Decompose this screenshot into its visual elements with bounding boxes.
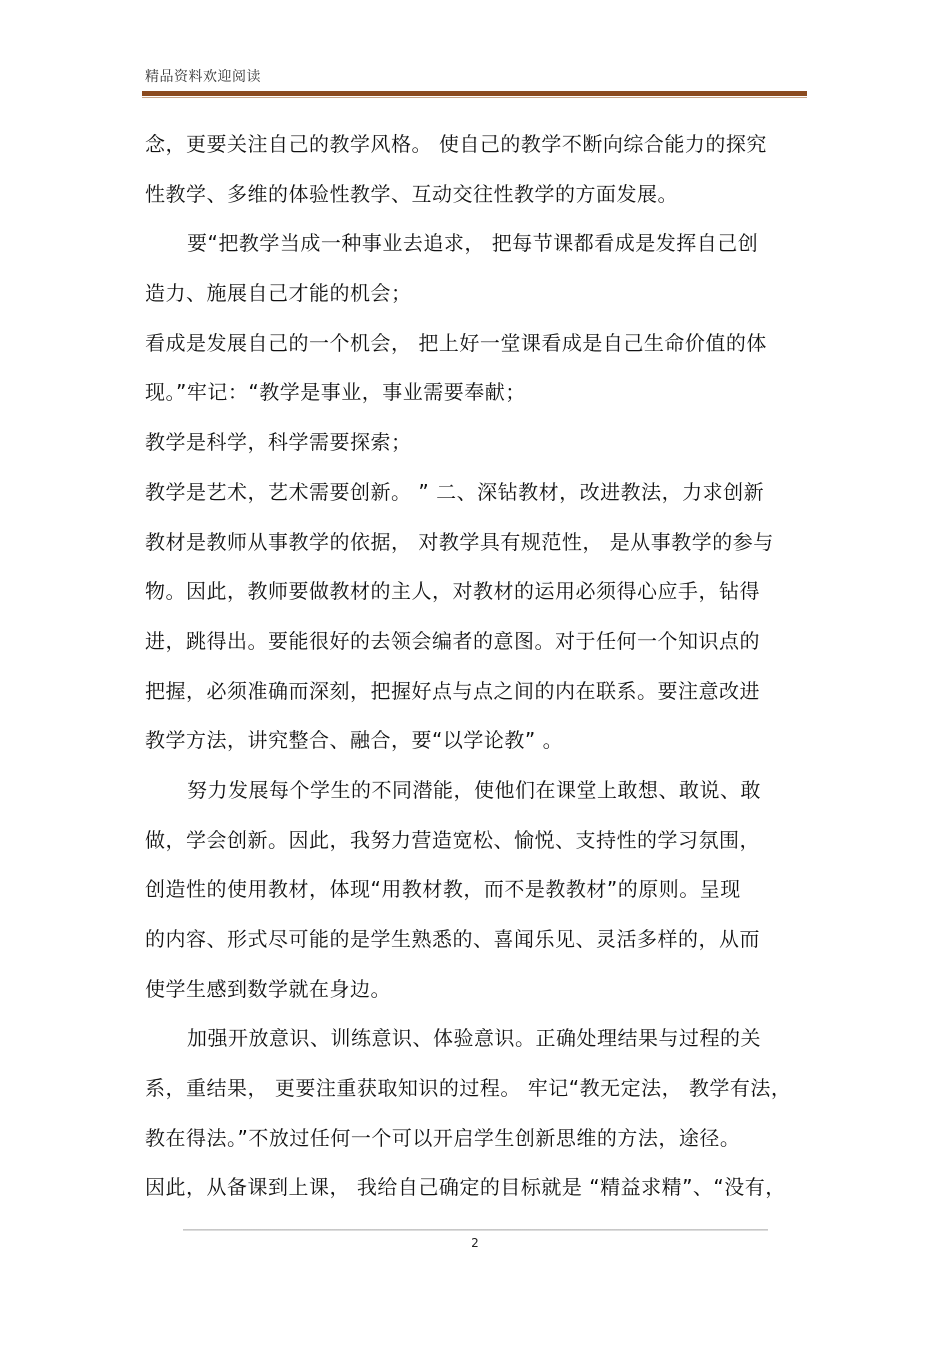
body-line: 念，更要关注自己的教学风格。 使自己的教学不断向综合能力的探究 — [145, 132, 767, 156]
header-divider — [142, 91, 807, 96]
body-line: 把握，必须准确而深刻，把握好点与点之间的内在联系。要注意改进 — [145, 678, 760, 703]
header-title: 精品资料欢迎阅读 — [145, 69, 261, 85]
body-line: 教学是艺术，艺术需要创新。 ” 二、深钻教材，改进教法，力求创新 — [145, 479, 765, 504]
body-line: 教学方法，讲究整合、融合，要“以学论教” 。 — [145, 728, 564, 753]
body-line: 现。”牢记：“教学是事业，事业需要奉献； — [145, 380, 526, 405]
body-line: 创造性的使用教材，体现“用教材教，而不是教教材”的原则。呈现 — [145, 877, 741, 902]
header-divider-thin — [142, 97, 807, 98]
footer-divider — [183, 1229, 768, 1231]
body-line: 要“把教学当成一种事业去追求， 把每节课都看成是发挥自己创 — [187, 231, 759, 256]
body-line: 努力发展每个学生的不同潜能，使他们在课堂上敢想、敢说、敢 — [187, 777, 761, 802]
document-body — [145, 120, 810, 1213]
body-line: 造力、施展自己才能的机会； — [145, 281, 412, 306]
body-line: 加强开放意识、训练意识、体验意识。正确处理结果与过程的关 — [187, 1026, 761, 1051]
body-line: 教材是教师从事教学的依据， 对教学具有规范性， 是从事教学的参与 — [145, 529, 774, 554]
body-line: 看成是发展自己的一个机会， 把上好一堂课看成是自己生命价值的体 — [145, 330, 767, 355]
body-line: 因此，从备课到上课， 我给自己确定的目标就是 “精益求精”、“没有， — [145, 1175, 786, 1200]
body-line: 教学是科学，科学需要探索； — [145, 430, 412, 455]
body-line: 使学生感到数学就在身边。 — [145, 976, 391, 1001]
body-line: 做，学会创新。因此，我努力营造宽松、愉悦、支持性的学习氛围， — [145, 827, 760, 852]
body-line: 性教学、多维的体验性教学、互动交往性教学的方面发展。 — [145, 181, 678, 206]
body-line: 物。因此，教师要做教材的主人，对教材的运用必须得心应手，钻得 — [145, 579, 760, 604]
body-line: 系，重结果， 更要注重获取知识的过程。 牢记“教无定法， 教学有法， — [145, 1076, 792, 1101]
body-line: 进，跳得出。要能很好的去领会编者的意图。对于任何一个知识点的 — [145, 628, 760, 653]
body-line: 教在得法。”不放过任何一个可以开启学生创新思维的方法，途径。 — [145, 1125, 741, 1150]
page-number: 2 — [471, 1236, 479, 1250]
body-line: 的内容、形式尽可能的是学生熟悉的、喜闻乐见、灵活多样的，从而 — [145, 927, 760, 951]
